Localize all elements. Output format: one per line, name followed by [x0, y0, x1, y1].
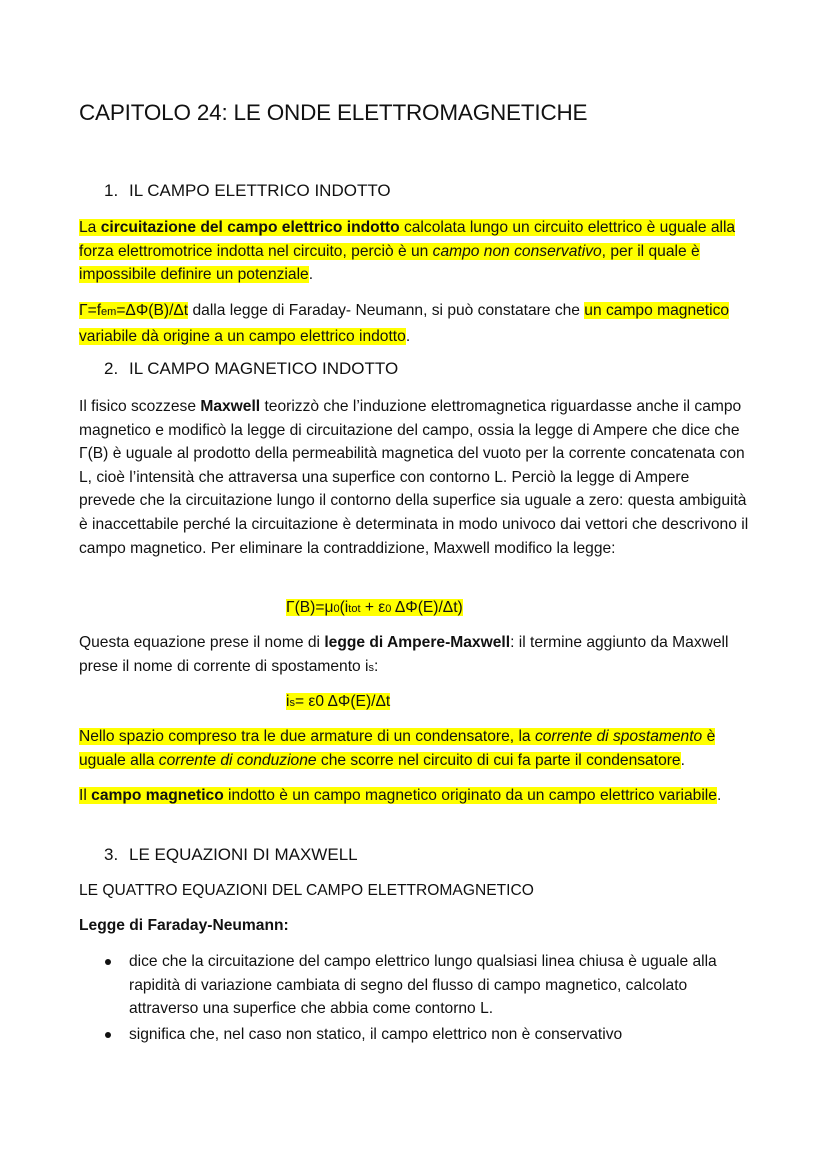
bullet-icon — [105, 1032, 111, 1038]
highlighted-text — [79, 787, 717, 804]
formula-part: i — [286, 693, 290, 710]
highlighted-text — [79, 219, 735, 283]
formula-subscript: s — [368, 661, 374, 674]
text-run: : — [374, 657, 379, 675]
faraday-formula — [79, 302, 188, 319]
ampere-maxwell-formula — [286, 596, 463, 622]
italic-term: corrente di conduzione — [158, 751, 317, 769]
formula-part: ΔΦ(E)/Δt) — [391, 599, 463, 616]
section-1-number: 1. — [104, 181, 119, 200]
section-3-subtitle: LE QUATTRO EQUAZIONI DEL CAMPO ELETTROMAGNETICO — [79, 882, 534, 899]
italic-term: campo non conservativo — [432, 242, 602, 260]
highlighted-text: un campo magnetico variabile dà origine a un campo elettrico indotto — [79, 302, 730, 345]
section-2-paragraph-1 — [79, 395, 749, 560]
text-run: , per il quale è impossibile definire un potenziale — [79, 242, 700, 284]
section-1-heading — [104, 181, 391, 201]
bold-term: legge di Ampere-Maxwell — [324, 634, 511, 651]
highlighted-formula — [286, 693, 390, 710]
list-item-text: significa che, nel caso non statico, il campo elettrico non è conservativo — [129, 1025, 623, 1043]
section-2-paragraph-2 — [79, 631, 749, 680]
formula-subscript: tot — [348, 603, 361, 615]
formula-part: Γ(B)=μ — [286, 599, 334, 616]
formula-subscript: s — [289, 697, 295, 709]
section-1-paragraph-2 — [79, 299, 749, 348]
section-1-title: IL CAMPO ELETTRICO INDOTTO — [129, 181, 391, 200]
text-run: teorizzò che l’induzione elettromagnetica riguardasse anche il campo magnetico e modificò la legge di circuitazione del campo, ossia la legge di Ampere che dice che Γ(B) è uguale al prodotto della permeabilità magnetica del vuoto per la corrente concatenata con L, cioè l’intensità che attraversa una superfice con contorno L. Perciò la legge di Ampere prevede che la circuitazione lungo il contorno della superfice sia uguale a zero: questa ambiguità è inaccettabile perché la circuitazione è determinata in modo univoco dai vettori che descrivono il campo magnetico. Per eliminare la contraddizione, Maxwell modifico la legge: — [79, 398, 749, 557]
section-2-heading — [104, 359, 398, 379]
section-2-paragraph-4 — [79, 784, 749, 808]
bullet-icon — [105, 959, 111, 965]
section-2-number: 2. — [104, 359, 119, 378]
list-item — [79, 1023, 759, 1047]
section-3-title: LE EQUAZIONI DI MAXWELL — [129, 845, 358, 864]
bold-term: circuitazione del campo elettrico indotto — [100, 219, 400, 236]
highlighted-text — [79, 728, 715, 769]
bold-term: campo magnetico — [91, 787, 224, 804]
formula-subscript: em — [101, 306, 117, 318]
text-run: Il fisico scozzese — [79, 398, 201, 415]
text-run: . — [405, 327, 411, 345]
section-2-paragraph-3 — [79, 725, 749, 772]
text-run: La — [79, 219, 101, 236]
formula-part: Γ=f — [79, 302, 102, 319]
text-run: . — [716, 787, 722, 804]
text-run: Nello spazio compreso tra le due armature di un condensatore, la — [79, 728, 535, 745]
formula-subscript: 0 — [333, 603, 340, 615]
section-3-heading — [104, 845, 358, 865]
text-run: Questa equazione prese il nome di — [79, 634, 325, 651]
text-run: è uguale alla — [79, 728, 716, 769]
italic-term: corrente di spostamento — [534, 728, 703, 745]
formula-subscript: 0 — [385, 603, 392, 615]
displacement-current-formula — [286, 690, 390, 716]
text-run: . — [680, 751, 685, 769]
text-run: : il termine aggiunto da Maxwell prese il nome di corrente di spostamento i — [79, 634, 729, 675]
formula-part: =ΔΦ(B)/Δt — [116, 302, 189, 319]
text-run: dalla legge di Faraday- Neumann, si può constatare che — [188, 302, 585, 319]
text-run: che scorre nel circuito di cui fa parte il condensatore — [316, 751, 681, 769]
section-1-paragraph-1: La circuitazione del campo elettrico indotto calcolata lungo un circuito elettrico è uguale alla forza elettromotrice indotta nel circuito, perciò è un campo non conservativo, per il quale è impossibile definire un potenziale. — [79, 219, 736, 284]
formula-part: (i — [339, 599, 349, 616]
list-item — [79, 950, 759, 1021]
text-run: indotto è un campo magnetico originato da un campo elettrico variabile — [223, 787, 717, 804]
section-3-number: 3. — [104, 845, 119, 864]
list-item-text: dice che la circuitazione del campo elettrico lungo qualsiasi linea chiusa è uguale alla rapidità di variazione cambiata di segno del flusso di campo magnetico, calcolato attraverso una superfice che abbia come contorno L. — [129, 953, 717, 1018]
law-title: Legge di Faraday-Neumann: — [79, 917, 289, 934]
highlighted-formula — [286, 599, 463, 616]
chapter-title: CAPITOLO 24: LE ONDE ELETTROMAGNETICHE — [79, 100, 588, 125]
text-run: Il — [79, 787, 92, 804]
text-run: calcolata lungo un circuito elettrico è uguale alla forza elettromotrice indotta nel circuito, perciò è un — [79, 219, 736, 260]
bold-term: Maxwell — [200, 398, 261, 415]
law-bullet-list — [79, 950, 759, 1048]
law-heading — [79, 914, 749, 938]
formula-part: + ε — [360, 599, 386, 616]
section-2-title: IL CAMPO MAGNETICO INDOTTO — [129, 359, 399, 378]
formula-part: = ε0 ΔΦ(E)/Δt — [294, 693, 391, 710]
